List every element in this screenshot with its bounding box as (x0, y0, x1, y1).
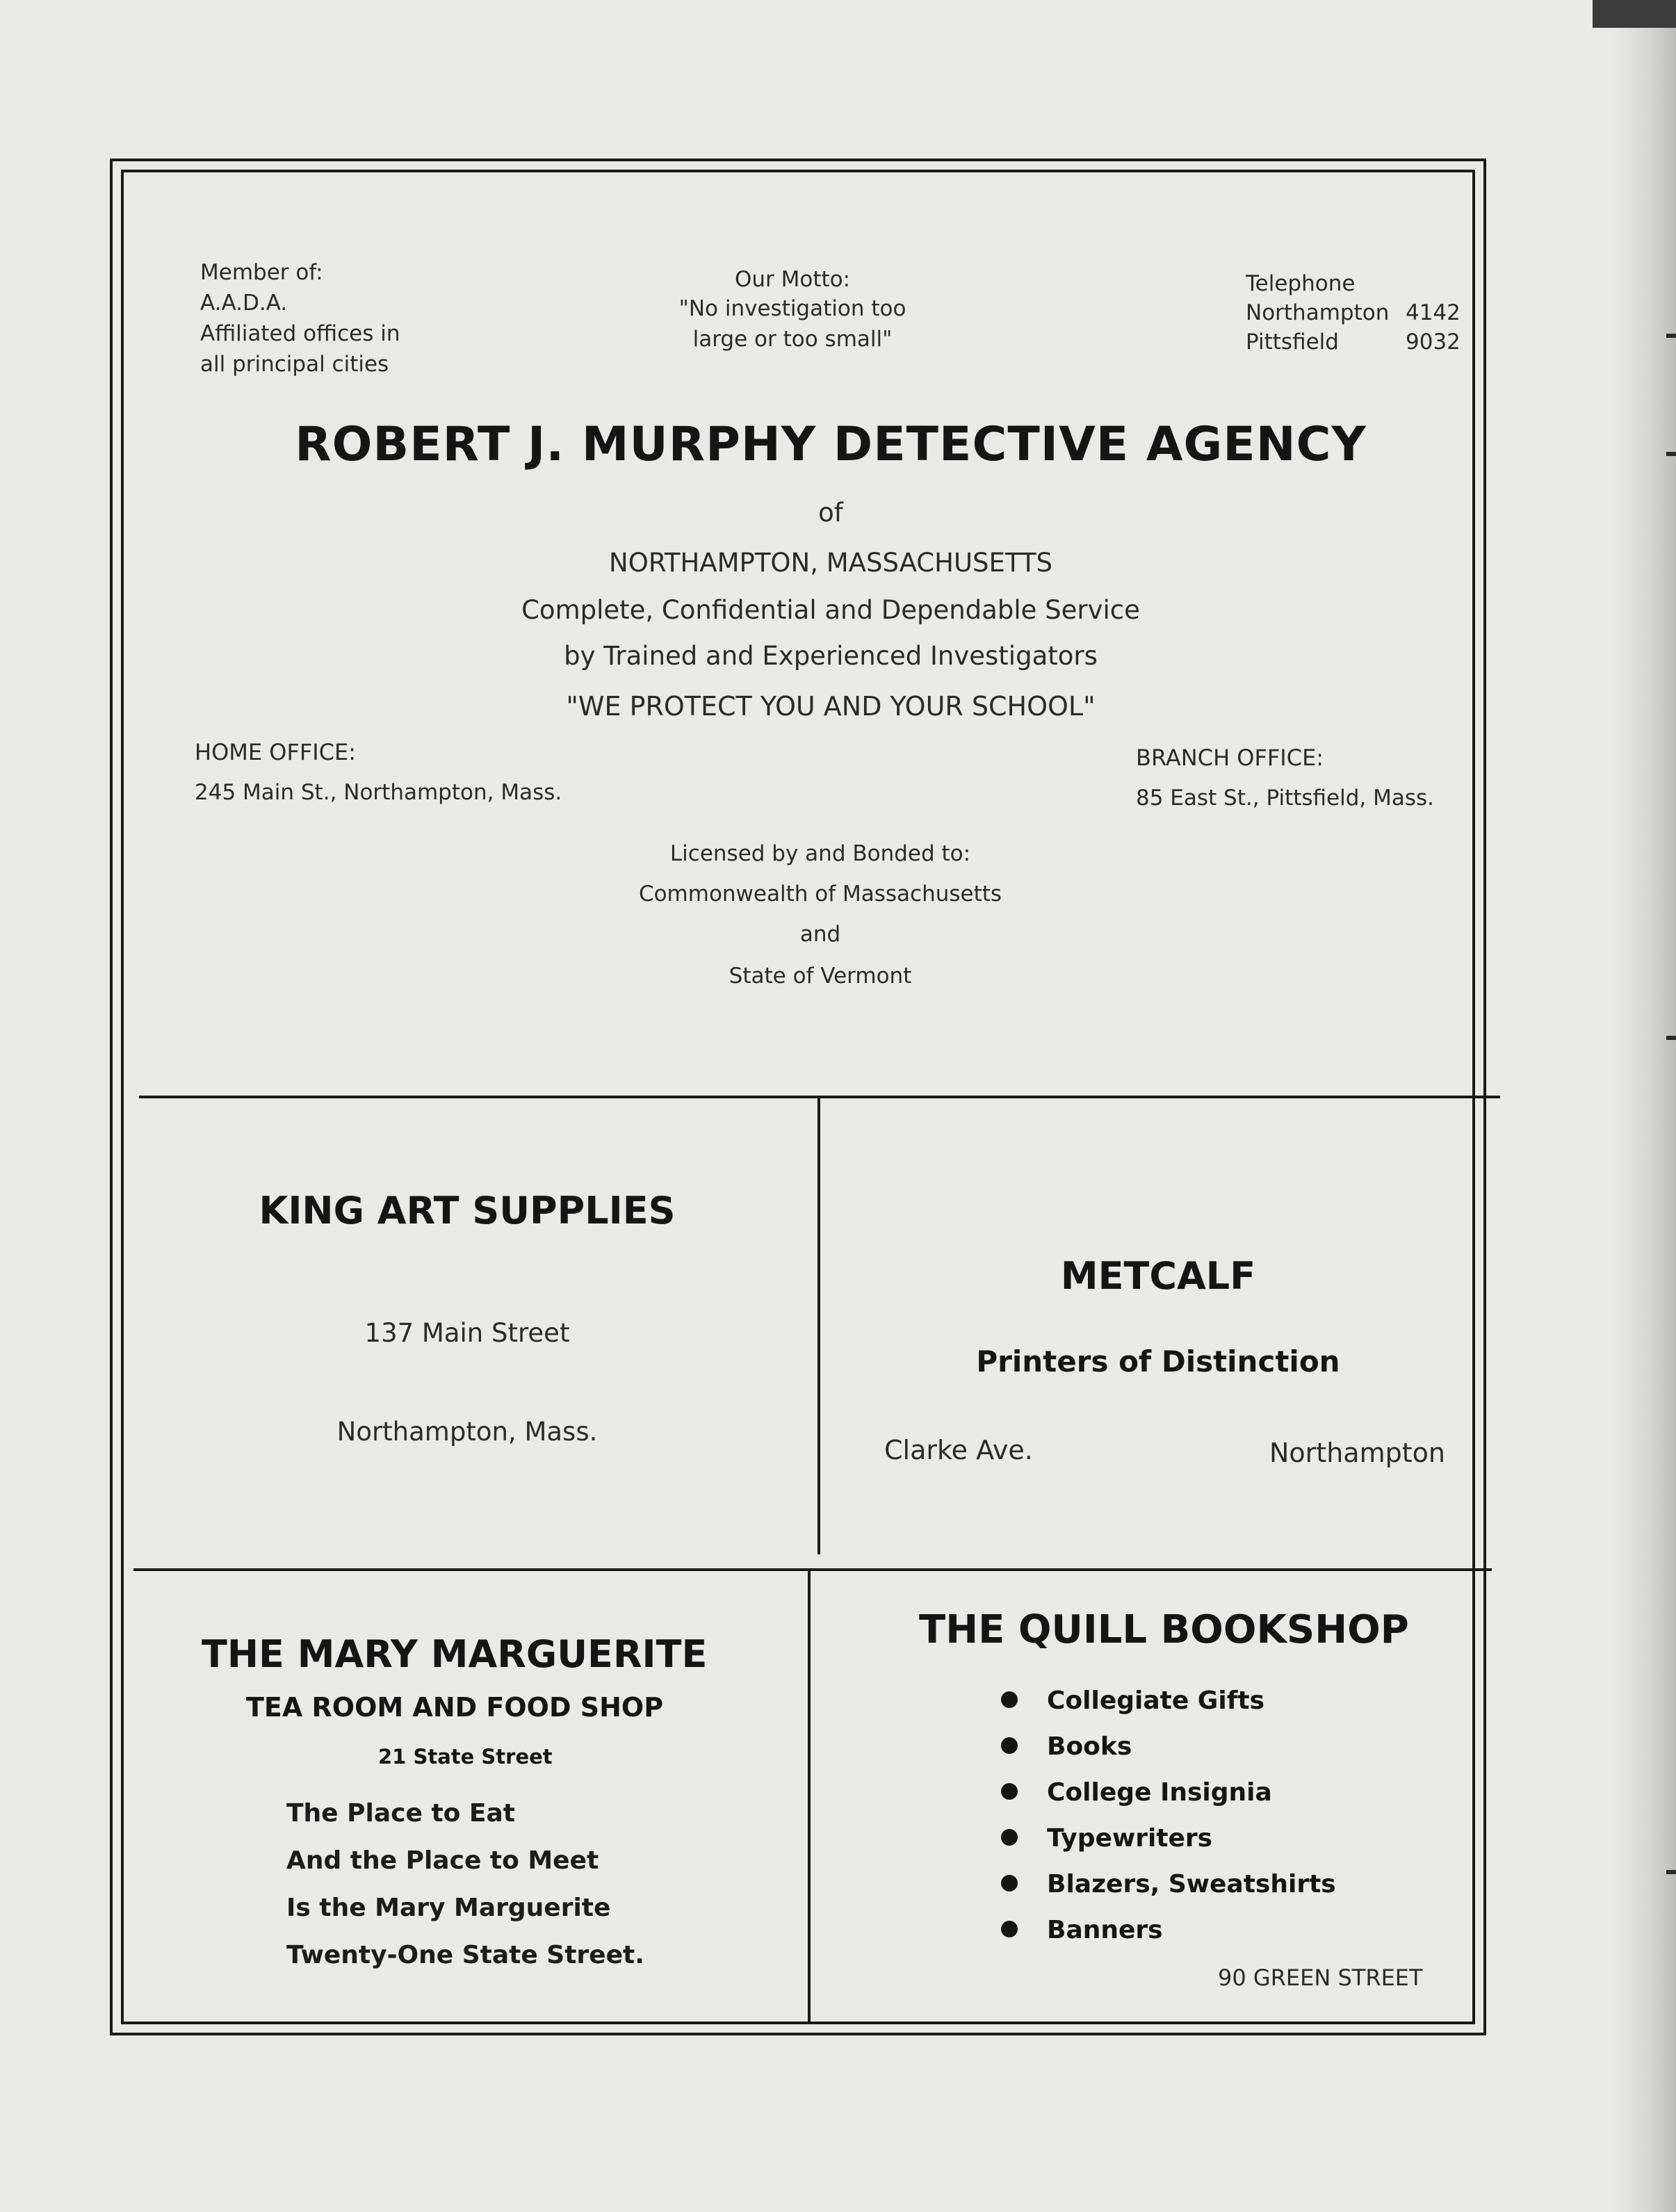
mary-marguerite-address: 21 State Street (378, 1745, 553, 1768)
king-art-city: Northampton, Mass. (336, 1417, 598, 1447)
home-office-label: HOME OFFICE: (195, 739, 357, 765)
quill-bookshop-title: THE QUILL BOOKSHOP (919, 1607, 1409, 1652)
edge-tick (1666, 334, 1676, 338)
divider-horizontal-bottom (133, 1568, 1492, 1571)
home-office-address: 245 Main St., Northampton, Mass. (195, 780, 562, 805)
telephone-city: Pittsfield (1246, 330, 1339, 355)
metcalf-street: Clarke Ave. (884, 1435, 1033, 1465)
list-item: Books (1001, 1724, 1336, 1770)
divider-vertical-middle (817, 1098, 820, 1554)
corner-mark (1593, 0, 1676, 28)
licensed-line: Licensed by and Bonded to: (669, 841, 971, 866)
bullet-icon (1001, 1783, 1018, 1800)
metcalf-title: METCALF (1060, 1254, 1256, 1298)
member-line: Member of: (200, 260, 323, 285)
member-line: A.A.D.A. (200, 291, 288, 316)
member-line: all principal cities (200, 352, 389, 377)
edge-tick (1666, 1870, 1676, 1874)
agency-title: ROBERT J. MURPHY DETECTIVE AGENCY (295, 417, 1367, 472)
agency-service-line: Complete, Confidential and Dependable Service (521, 595, 1140, 625)
bullet-icon (1001, 1737, 1018, 1754)
telephone-label: Telephone (1246, 271, 1356, 296)
list-item: Blazers, Sweatshirts (1001, 1862, 1336, 1908)
edge-tick (1666, 1036, 1676, 1040)
bullet-icon (1001, 1829, 1018, 1846)
divider-vertical-bottom (808, 1571, 811, 2022)
list-item: Banners (1001, 1908, 1336, 1953)
agency-slogan: "WE PROTECT YOU AND YOUR SCHOOL" (566, 691, 1096, 722)
mary-marguerite-title: THE MARY MARGUERITE (202, 1632, 708, 1676)
page-edge-shadow (1613, 0, 1676, 2212)
bullet-icon (1001, 1875, 1018, 1892)
bullet-icon (1001, 1691, 1018, 1708)
agency-location: NORTHAMPTON, MASSACHUSETTS (609, 548, 1052, 578)
branch-office-address: 85 East St., Pittsfield, Mass. (1136, 786, 1435, 811)
agency-service-line: by Trained and Experienced Investigators (564, 641, 1098, 671)
list-item: Collegiate Gifts (1001, 1678, 1336, 1724)
licensed-line: State of Vermont (729, 963, 912, 989)
quill-item-list (1001, 1678, 1336, 1953)
metcalf-city: Northampton (1269, 1438, 1445, 1468)
list-item: Typewriters (1001, 1816, 1336, 1862)
quill-bookshop-address: 90 GREEN STREET (1218, 1965, 1423, 1991)
agency-of: of (818, 498, 843, 528)
telephone-number: 9032 (1406, 330, 1461, 355)
telephone-city: Northampton (1246, 300, 1390, 325)
motto-line: Our Motto: (734, 267, 851, 292)
member-line: Affiliated offices in (200, 321, 400, 346)
licensed-line: Commonwealth of Massachusetts (638, 881, 1002, 906)
mary-marguerite-line: Twenty-One State Street. (286, 1941, 644, 1969)
edge-tick (1666, 452, 1676, 456)
mary-marguerite-line: The Place to Eat (286, 1799, 516, 1828)
metcalf-tagline: Printers of Distinction (976, 1344, 1340, 1379)
motto-line: large or too small" (692, 327, 893, 352)
mary-marguerite-line: And the Place to Meet (286, 1846, 599, 1875)
mary-marguerite-subtitle: TEA ROOM AND FOOD SHOP (246, 1692, 664, 1723)
mary-marguerite-line: Is the Mary Marguerite (286, 1894, 611, 1922)
king-art-street: 137 Main Street (364, 1318, 570, 1348)
bullet-icon (1001, 1921, 1018, 1937)
motto-line: "No investigation too (678, 296, 906, 321)
branch-office-label: BRANCH OFFICE: (1136, 745, 1324, 771)
telephone-number: 4142 (1406, 300, 1461, 325)
list-item: College Insignia (1001, 1770, 1336, 1816)
licensed-line: and (799, 922, 841, 947)
king-art-title: KING ART SUPPLIES (259, 1189, 676, 1233)
